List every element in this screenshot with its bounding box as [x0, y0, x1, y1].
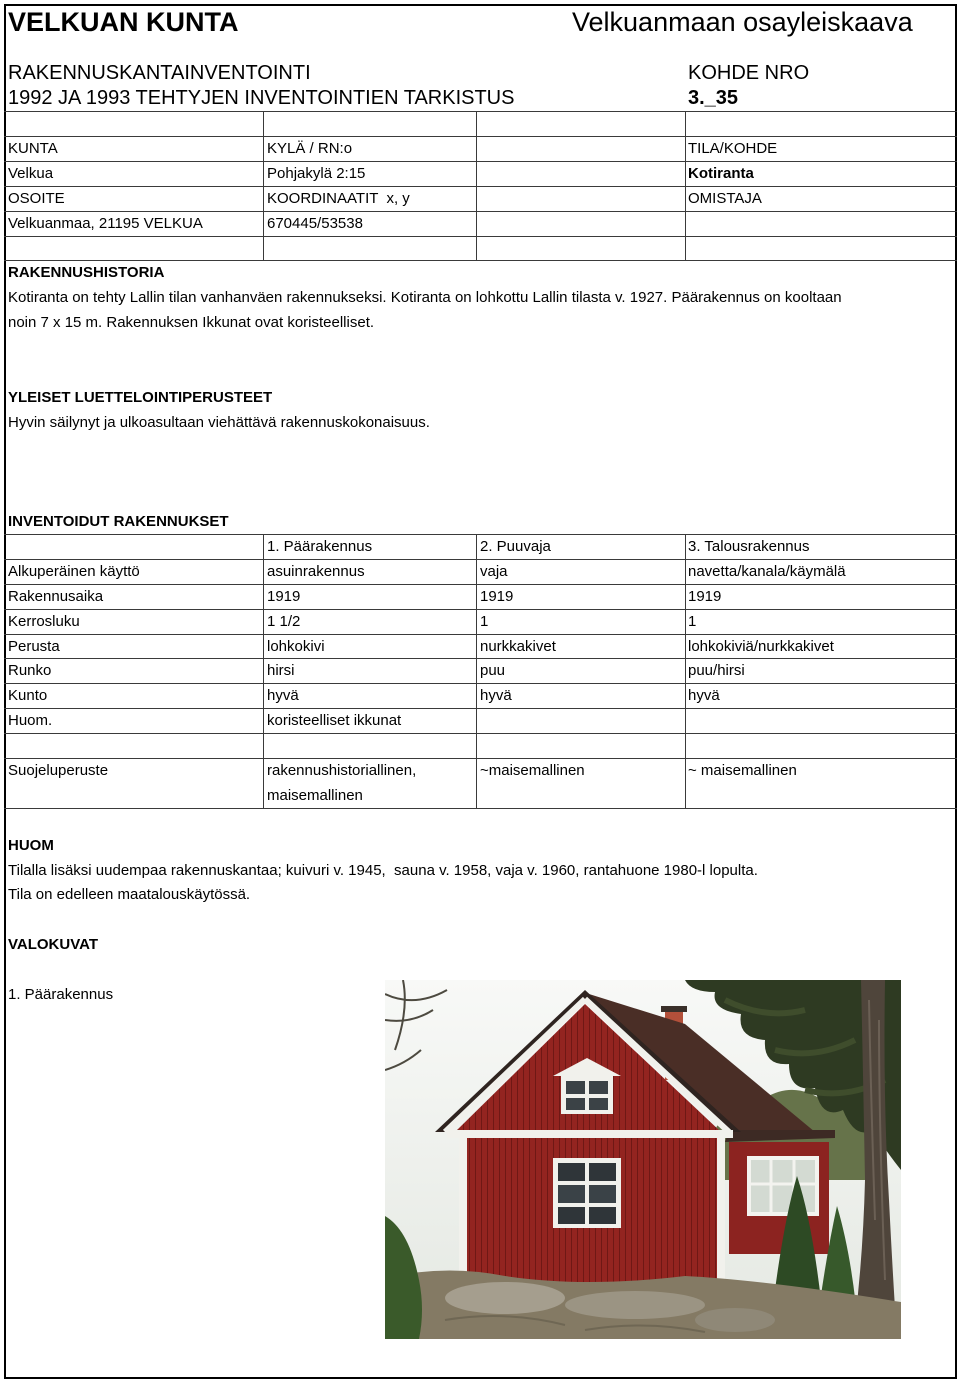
corner-board: [459, 1138, 467, 1282]
table-cell: hyvä: [480, 687, 512, 705]
buildings-heading: INVENTOIDUT RAKENNUKSET: [8, 513, 229, 531]
row-label: Kerrosluku: [8, 612, 80, 630]
criteria-text: Hyvin säilynyt ja ulkoasultaan viehättävä rakennuskokonaisuus.: [8, 413, 430, 431]
koordinaatit-label: KOORDINAATIT x, y: [267, 189, 410, 207]
grid-line-h: [4, 111, 957, 112]
grid-line-v: [685, 111, 686, 261]
row-label: Alkuperäinen käyttö: [8, 562, 140, 580]
review-heading: 1992 JA 1993 TEHTYJEN INVENTOINTIEN TARKISTUS: [8, 87, 515, 110]
table-cell: nurkkakivet: [480, 637, 556, 655]
notes-line: Tilalla lisäksi uudempaa rakennuskantaa; kuivuri v. 1945, sauna v. 1958, vaja v. 1960, rantahuone 1980-l lopulta.: [8, 861, 758, 879]
building-column-header: 2. Puuvaja: [480, 538, 551, 556]
table-cell: hirsi: [267, 662, 295, 680]
row-label: Huom.: [8, 712, 53, 730]
veranda-window: [749, 1158, 817, 1214]
grid-line-h: [4, 808, 957, 809]
history-line: noin 7 x 15 m. Rakennuksen Ikkunat ovat koristeelliset.: [8, 314, 375, 332]
protection-value: maisemallinen: [267, 786, 363, 804]
protection-value: ~maisemallinen: [480, 762, 585, 779]
grid-line-h: [4, 236, 957, 237]
building-column-header: 3. Talousrakennus: [688, 538, 810, 556]
table-cell: lohkokiviä/nurkkakivet: [688, 637, 834, 655]
row-label: Rakennusaika: [8, 587, 104, 605]
table-cell: 1: [480, 612, 489, 630]
kyla-value: Pohjakylä 2:15: [267, 164, 366, 182]
grid-line-h: [4, 708, 957, 709]
tila-label: TILA/KOHDE: [688, 140, 778, 157]
history-line: Kotiranta on tehty Lallin tilan vanhanväen rakennukseksi. Kotiranta on lohkottu Lallin tilasta v. 1927. Päärakennus on kooltaan: [8, 289, 842, 307]
grid-line-v: [263, 534, 264, 808]
grid-line-h: [4, 136, 957, 137]
table-cell: 1919: [688, 587, 722, 605]
protection-value: ~ maisemallinen: [688, 762, 797, 779]
notes-line: Tila on edelleen maatalouskäytössä.: [8, 886, 251, 904]
corner-board: [717, 1138, 725, 1282]
object-number: 3._35: [688, 87, 739, 110]
photos-heading: VALOKUVAT: [8, 936, 98, 954]
table-cell: 1919: [267, 587, 301, 605]
row-label: Kunto: [8, 687, 48, 705]
kunta-value: Velkua: [8, 164, 54, 182]
main-building-photo: [385, 980, 901, 1339]
table-cell: asuinrakennus: [267, 562, 365, 580]
grid-line-v: [263, 111, 264, 261]
protection-label: Suojeluperuste: [8, 762, 109, 779]
criteria-heading: YLEISET LUETTELOINTIPERUSTEET: [8, 388, 273, 406]
history-heading: RAKENNUSHISTORIA: [8, 264, 165, 282]
rock: [565, 1291, 705, 1319]
building-column-header: 1. Päärakennus: [267, 538, 373, 556]
table-cell: navetta/kanala/käymälä: [688, 562, 846, 580]
object-number-label: KOHDE NRO: [688, 62, 810, 85]
photo-caption: 1. Päärakennus: [8, 985, 114, 1003]
rock: [445, 1282, 565, 1314]
grid-line-v: [476, 111, 477, 261]
table-cell: koristeelliset ikkunat: [267, 712, 402, 730]
municipality-title: VELKUAN KUNTA: [8, 7, 239, 37]
grid-line-h: [4, 733, 957, 734]
table-cell: hyvä: [267, 687, 299, 705]
notes-heading: HUOM: [8, 836, 54, 854]
kyla-label: KYLÄ / RN:o: [267, 140, 353, 157]
plan-title: Velkuanmaan osayleiskaava: [572, 7, 913, 37]
table-cell: hyvä: [688, 687, 720, 705]
table-cell: 1919: [480, 587, 514, 605]
rock: [695, 1308, 775, 1332]
omistaja-label: OMISTAJA: [688, 189, 762, 207]
frieze-board: [447, 1130, 733, 1138]
grid-line-v: [476, 534, 477, 808]
table-cell: 1 1/2: [267, 612, 301, 630]
table-cell: puu: [480, 662, 506, 680]
chimney-cap: [661, 1006, 687, 1012]
table-cell: 1: [688, 612, 697, 630]
grid-line-h: [4, 161, 957, 162]
osoite-label: OSOITE: [8, 189, 65, 207]
table-cell: puu/hirsi: [688, 662, 745, 680]
row-label: Runko: [8, 662, 52, 680]
table-cell: vaja: [480, 562, 508, 580]
kunta-label: KUNTA: [8, 140, 58, 157]
protection-value: rakennushistoriallinen,: [267, 762, 417, 779]
table-cell: lohkokivi: [267, 637, 325, 655]
osoite-value: Velkuanmaa, 21195 VELKUA: [8, 214, 203, 232]
row-label: Perusta: [8, 637, 60, 655]
grid-line-v: [685, 534, 686, 808]
tila-value: Kotiranta: [688, 164, 754, 182]
koordinaatit-value: 670445/53538: [267, 214, 363, 232]
inventory-heading: RAKENNUSKANTAINVENTOINTI: [8, 62, 311, 85]
grid-line-h: [4, 186, 957, 187]
